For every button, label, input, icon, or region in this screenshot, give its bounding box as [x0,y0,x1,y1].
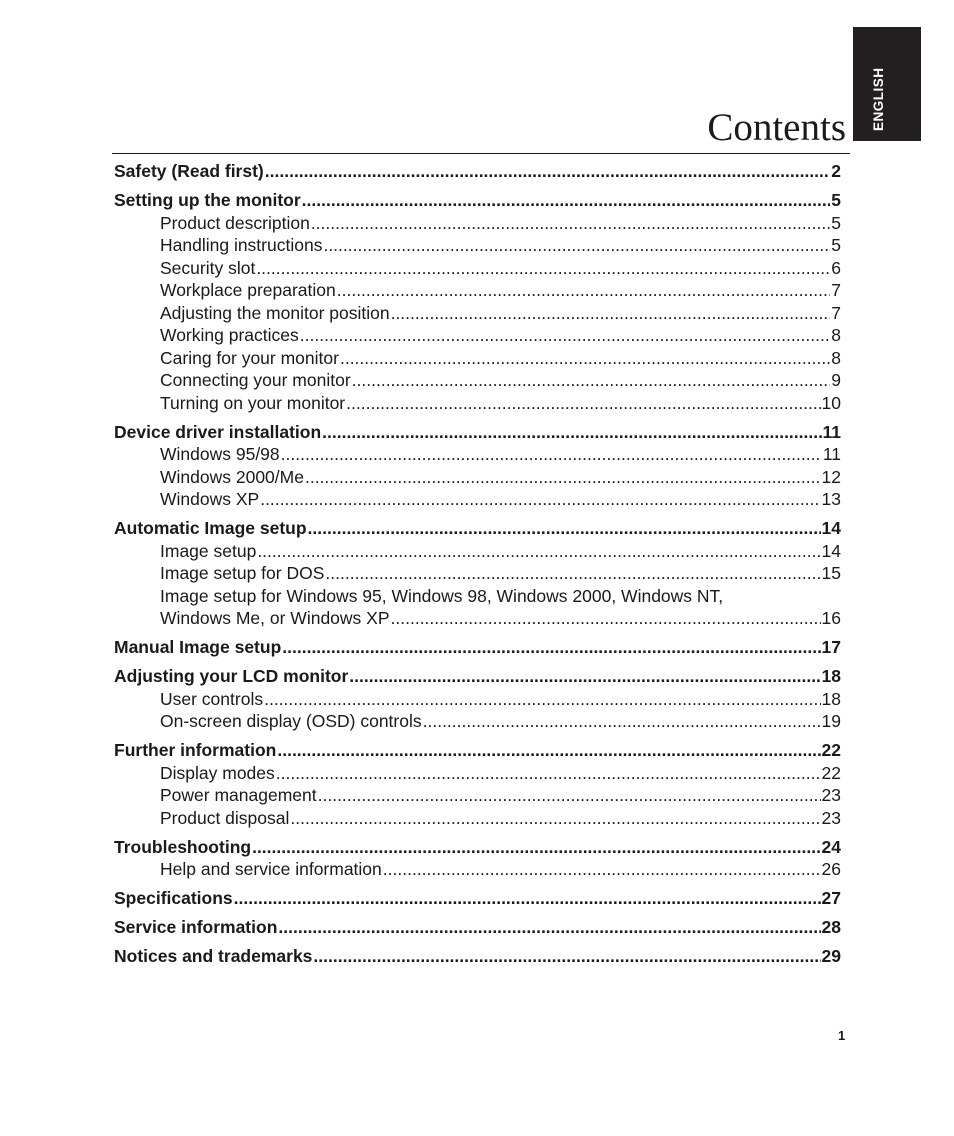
toc-subentry-title: Power management [160,785,317,805]
toc-subentry-title: Display modes [160,762,275,783]
toc-subentry-title: Help and service information [160,859,382,879]
toc-subentry[interactable] [114,257,841,280]
toc-section [114,189,841,414]
toc-subentry-page: 14 [821,540,841,561]
toc-section-entry-title: Specifications [114,888,233,908]
dot-leader [391,302,831,325]
toc-subentry-page: 9 [831,370,841,390]
dot-leader [311,212,830,235]
toc-section-entry[interactable] [114,945,841,968]
toc-section-entry[interactable] [114,636,841,659]
toc-subentry-title: Product description [160,212,310,233]
dot-leader [281,443,822,466]
toc-section-entry-page: 2 [831,161,841,181]
dot-leader [391,607,821,630]
toc-subentry[interactable] [114,540,841,563]
toc-subentry[interactable] [114,466,841,489]
dot-leader [234,887,821,910]
dot-leader [346,392,820,415]
toc-section [114,916,841,939]
toc-section-entry-title: Further information [114,740,277,760]
toc-subentry-page: 18 [821,688,841,709]
toc-section-entry-title: Setting up the monitor [114,190,301,210]
toc-subentry-title: Handling instructions [160,235,323,255]
dot-leader [308,517,821,540]
table-of-contents [114,160,841,974]
toc-subentry-continuation[interactable] [114,607,841,630]
dot-leader [300,324,831,347]
toc-section-entry-title: Adjusting your LCD monitor [114,666,349,686]
dot-leader [278,916,820,939]
toc-section-entry[interactable] [114,887,841,910]
toc-section-entry-title: Troubleshooting [114,836,252,857]
toc-section [114,517,841,630]
toc-section-entry[interactable] [114,665,841,688]
dot-leader [256,257,830,280]
toc-subentry-page: 7 [831,280,841,300]
toc-subentry[interactable] [114,279,841,302]
toc-subentry-title: Image setup [160,540,257,561]
dot-leader [318,784,821,807]
toc-subentry-page: 10 [821,392,841,413]
dot-leader [313,945,820,968]
toc-subentry-page: 13 [821,489,841,509]
toc-subentry[interactable] [114,762,841,785]
toc-subentry[interactable] [114,807,841,830]
dot-leader [323,234,830,257]
dot-leader [322,421,821,444]
toc-subentry-page: 12 [821,466,841,487]
toc-subentry-title: Image setup for Windows 95, Windows 98, Windows 2000, Windows NT, [160,585,724,606]
dot-leader [305,466,821,489]
toc-subentry[interactable] [114,302,841,325]
toc-subentry-page: 8 [831,347,841,368]
toc-subentry-page: 8 [831,325,841,345]
toc-subentry-title: Caring for your monitor [160,347,339,368]
toc-section-entry-page: 27 [821,888,841,908]
toc-subentry-title: User controls [160,688,264,709]
dot-leader [257,540,820,563]
toc-subentry-title: Turning on your monitor [160,392,346,413]
toc-section-entry-page: 29 [821,946,841,966]
toc-section-entry-title: Safety (Read first) [114,161,264,181]
toc-subentry-page: 23 [821,785,841,805]
toc-section-entry-page: 11 [822,421,841,442]
toc-subentry-page: 6 [831,257,841,278]
toc-section [114,636,841,659]
toc-subentry-title: Windows 95/98 [160,444,280,464]
toc-section [114,160,841,183]
toc-subentry-title: Image setup for DOS [160,563,325,583]
toc-subentry[interactable] [114,488,841,511]
toc-subentry-continuation-title: Windows Me, or Windows XP [160,608,390,628]
toc-subentry-title: Workplace preparation [160,280,336,300]
toc-section-entry[interactable] [114,517,841,540]
toc-subentry-continuation-page: 16 [821,608,841,628]
toc-subentry[interactable] [114,688,841,711]
dot-leader [277,739,820,762]
dot-leader [352,369,831,392]
toc-subentry-page: 19 [821,711,841,731]
toc-subentry-page: 7 [831,302,841,323]
toc-subentry[interactable] [114,392,841,415]
dot-leader [325,562,820,585]
toc-subentry[interactable] [114,562,841,585]
toc-subentry[interactable] [114,347,841,370]
toc-subentry-page: 5 [831,235,841,255]
toc-subentry-page: 5 [831,212,841,233]
toc-subentry[interactable] [114,585,841,608]
toc-section-entry-title: Notices and trademarks [114,946,313,966]
page-title: Contents [707,106,846,149]
dot-leader [290,807,820,830]
toc-subentry-title: On-screen display (OSD) controls [160,711,422,731]
toc-subentry-title: Working practices [160,325,299,345]
toc-section-entry[interactable] [114,421,841,444]
dot-leader [276,762,821,785]
language-tab [853,27,921,141]
toc-section-entry-page: 18 [821,666,841,686]
toc-subentry-page: 22 [821,762,841,783]
dot-leader [383,858,821,881]
dot-leader [264,688,820,711]
toc-subentry[interactable] [114,369,841,392]
toc-section-entry-page: 28 [821,917,841,937]
dot-leader [423,710,821,733]
toc-section-entry-page: 22 [821,740,841,760]
toc-subentry[interactable] [114,710,841,733]
toc-section [114,665,841,733]
toc-section-entry[interactable] [114,160,841,183]
toc-section-entry-page: 17 [821,637,841,657]
language-tab-label: ENGLISH [871,67,886,131]
toc-section [114,887,841,910]
toc-section [114,739,841,829]
toc-section [114,945,841,968]
toc-subentry-title: Security slot [160,257,256,278]
toc-section-entry[interactable] [114,916,841,939]
dot-leader [252,836,820,859]
toc-section-entry-title: Manual Image setup [114,637,282,657]
toc-subentry-title: Windows 2000/Me [160,466,304,487]
toc-subentry[interactable] [114,858,841,881]
toc-section-entry[interactable] [114,836,841,859]
toc-subentry-title: Connecting your monitor [160,370,351,390]
toc-section [114,836,841,881]
toc-section-entry-page: 14 [821,518,841,538]
dot-leader [340,347,830,370]
dot-leader [337,279,831,302]
toc-section [114,421,841,511]
toc-subentry-page: 11 [822,444,841,464]
dot-leader [282,636,820,659]
dot-leader [260,488,820,511]
title-rule [112,153,850,154]
toc-section-entry[interactable] [114,739,841,762]
toc-subentry-title: Windows XP [160,489,260,509]
toc-subentry-page: 26 [821,859,841,879]
toc-subentry-title: Adjusting the monitor position [160,302,390,323]
toc-subentry-page: 23 [821,807,841,828]
toc-section-entry-title: Service information [114,917,278,937]
toc-subentry[interactable] [114,212,841,235]
toc-subentry[interactable] [114,443,841,466]
toc-subentry-page: 15 [821,563,841,583]
toc-subentry[interactable] [114,784,841,807]
toc-subentry[interactable] [114,324,841,347]
toc-subentry[interactable] [114,234,841,257]
toc-subentry-title: Product disposal [160,807,290,828]
toc-section-entry[interactable] [114,189,841,212]
toc-section-entry-page: 5 [831,190,841,210]
dot-leader [265,160,831,183]
toc-section-entry-page: 24 [821,836,841,857]
dot-leader [349,665,820,688]
page-number: 1 [838,1028,846,1043]
toc-section-entry-title: Device driver installation [114,421,322,442]
toc-section-entry-title: Automatic Image setup [114,518,307,538]
dot-leader [302,189,831,212]
